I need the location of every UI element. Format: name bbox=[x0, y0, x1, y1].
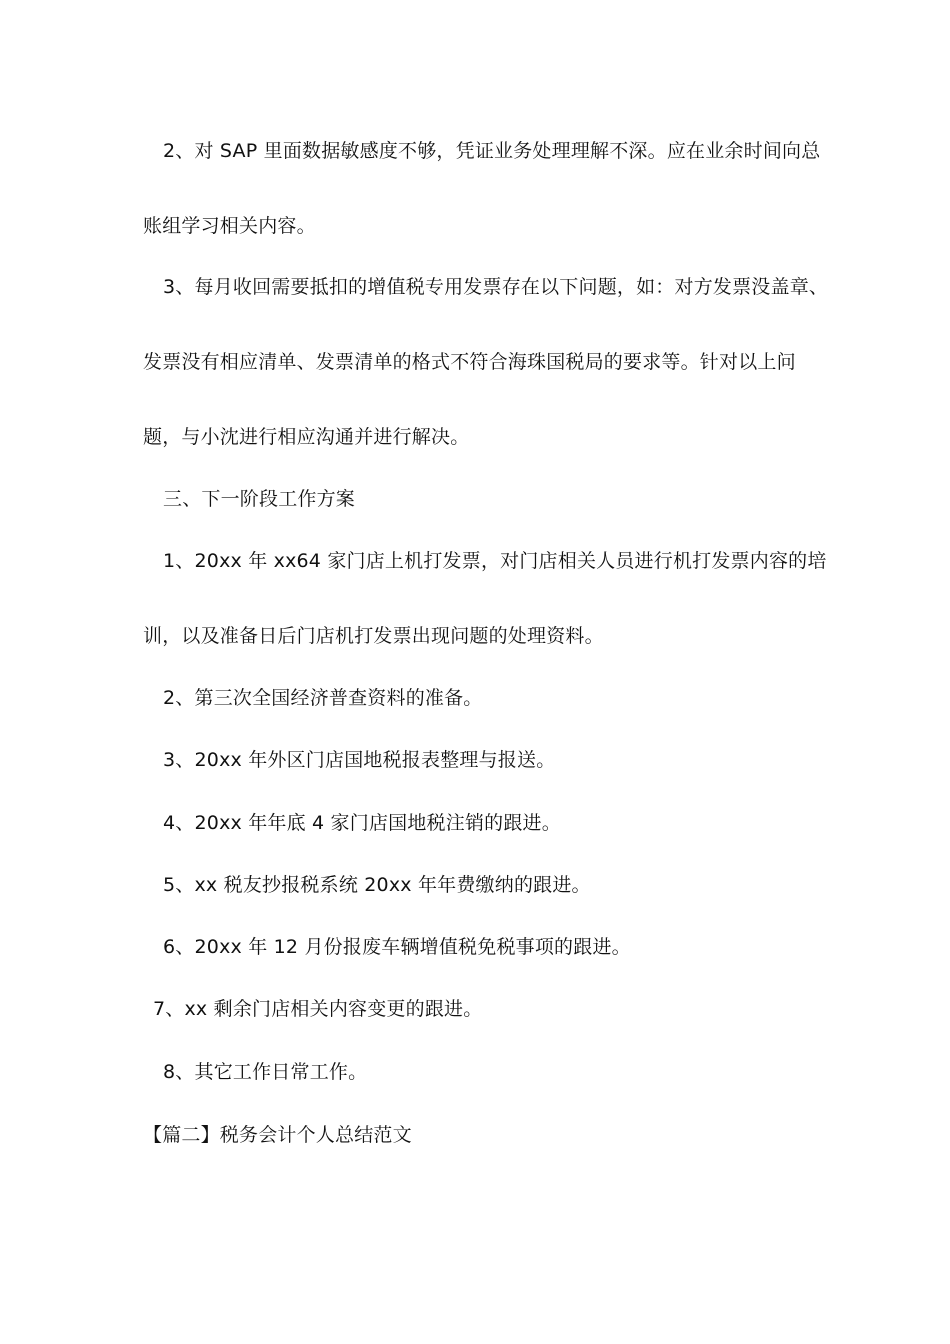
paragraph-line: 2、对 SAP 里面数据敏感度不够，凭证业务处理理解不深。应在业余时间向总 bbox=[163, 140, 821, 162]
paragraph-line: 3、每月收回需要抵扣的增值税专用发票存在以下问题，如：对方发票没盖章、 bbox=[163, 276, 829, 298]
list-item: 7、xx 剩余门店相关内容变更的跟进。 bbox=[153, 998, 483, 1020]
list-item: 8、其它工作日常工作。 bbox=[163, 1061, 368, 1083]
paragraph-line: 1、20xx 年 xx64 家门店上机打发票，对门店相关人员进行机打发票内容的培 bbox=[163, 550, 827, 572]
paragraph-line: 训，以及准备日后门店机打发票出现问题的处理资料。 bbox=[143, 625, 604, 647]
list-item: 5、xx 税友抄报税系统 20xx 年年费缴纳的跟进。 bbox=[163, 874, 591, 896]
list-item: 2、第三次全国经济普查资料的准备。 bbox=[163, 687, 483, 709]
list-item: 6、20xx 年 12 月份报废车辆增值税免税事项的跟进。 bbox=[163, 936, 631, 958]
section-heading: 三、下一阶段工作方案 bbox=[163, 488, 356, 510]
paragraph-line: 账组学习相关内容。 bbox=[143, 215, 316, 237]
list-item: 3、20xx 年外区门店国地税报表整理与报送。 bbox=[163, 749, 556, 771]
section-title: 【篇二】税务会计个人总结范文 bbox=[143, 1124, 412, 1146]
paragraph-line: 题，与小沈进行相应沟通并进行解决。 bbox=[143, 426, 470, 448]
list-item: 4、20xx 年年底 4 家门店国地税注销的跟进。 bbox=[163, 812, 561, 834]
paragraph-line: 发票没有相应清单、发票清单的格式不符合海珠国税局的要求等。针对以上问 bbox=[143, 351, 796, 373]
